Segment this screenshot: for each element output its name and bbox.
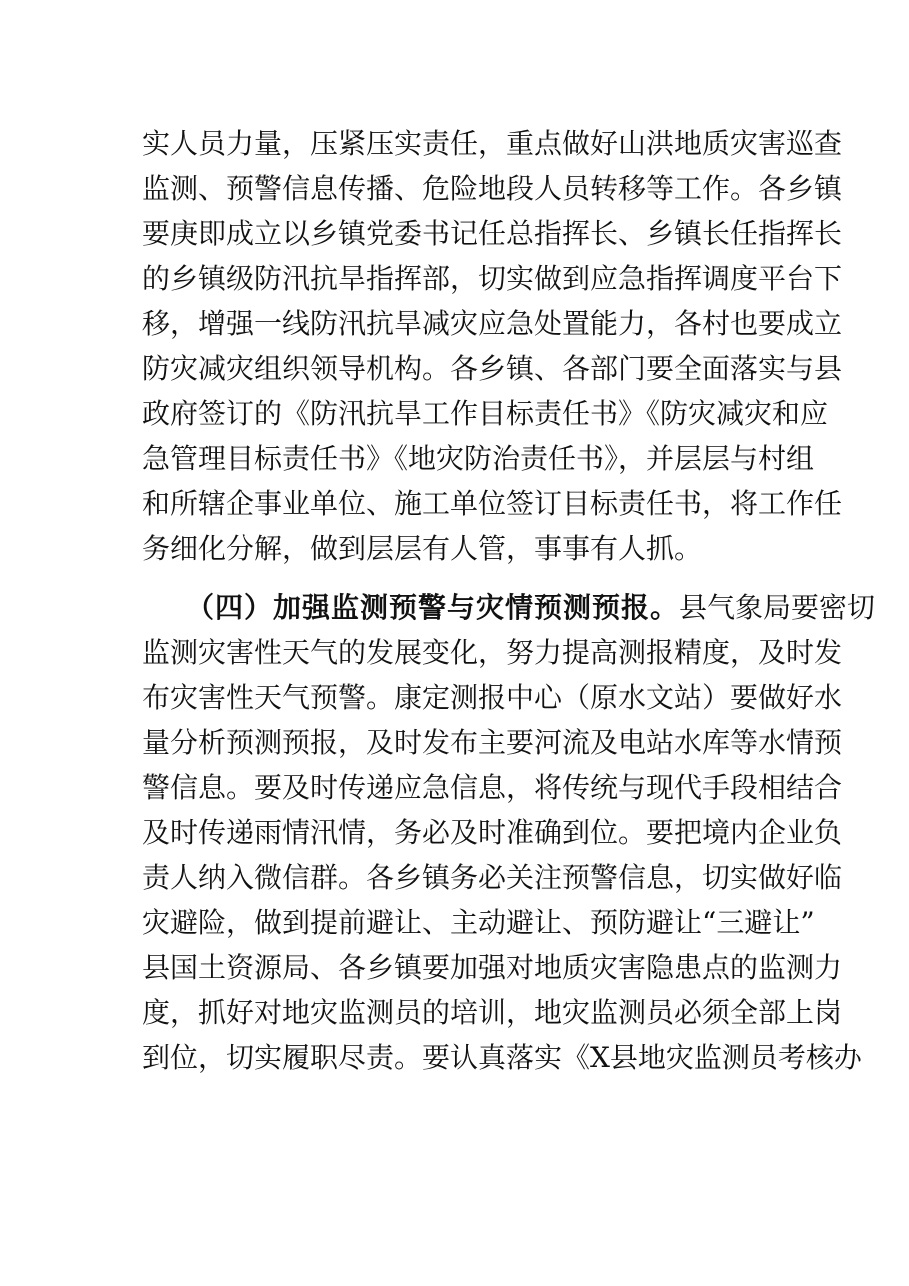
paragraph-line: 县国土资源局、各乡镇要加强对地质灾害隐患点的监测力	[142, 951, 843, 984]
paragraph-line: 移，增强一线防汛抗旱减灾应急处置能力，各村也要成立	[142, 307, 843, 340]
section-heading-line	[186, 588, 876, 628]
paragraph-line: 度，抓好对地灾监测员的培训，地灾监测员必须全部上岗	[142, 996, 843, 1029]
paragraph-line: 急管理目标责任书》《地灾防治责任书》，并层层与村组	[142, 442, 815, 475]
paragraph-line: 的乡镇级防汛抗旱指挥部，切实做到应急指挥调度平台下	[142, 262, 843, 295]
paragraph-line: 监测、预警信息传播、危险地段人员转移等工作。各乡镇	[142, 172, 843, 205]
paragraph-line: 责人纳入微信群。各乡镇务必关注预警信息，切实做好临	[142, 861, 843, 894]
paragraph-line: 和所辖企事业单位、施工单位签订目标责任书，将工作任	[142, 487, 843, 520]
paragraph-line: 务细化分解，做到层层有人管，事事有人抓。	[142, 532, 703, 565]
paragraph-line: 量分析预测预报，及时发布主要河流及电站水库等水情预	[142, 726, 843, 759]
paragraph-line: 灾避险，做到提前避让、主动避让、预防避让“三避让”	[142, 906, 815, 939]
paragraph-line: 监测灾害性天气的发展变化，努力提高测报精度，及时发	[142, 636, 843, 669]
paragraph-line: 政府签订的《防汛抗旱工作目标责任书》《防灾减灾和应	[142, 397, 829, 430]
paragraph-line: 防灾减灾组织领导机构。各乡镇、各部门要全面落实与县	[142, 352, 843, 385]
paragraph-line: 警信息。要及时传递应急信息，将传统与现代手段相结合	[142, 771, 843, 804]
paragraph-line: 要庚即成立以乡镇党委书记任总指挥长、乡镇长任指挥长	[142, 217, 843, 250]
paragraph-text: 县气象局要密切	[679, 591, 876, 624]
paragraph-line: 到位，切实履职尽责。要认真落实《X县地灾监测员考核办	[142, 1041, 862, 1074]
paragraph-line: 布灾害性天气预警。康定测报中心（原水文站）要做好水	[142, 681, 843, 714]
section-heading: （四）加强监测预警与灾情预测预报。	[186, 591, 680, 624]
paragraph-line: 及时传递雨情汛情，务必及时准确到位。要把境内企业负	[142, 816, 843, 849]
paragraph-line: 实人员力量，压紧压实责任，重点做好山洪地质灾害巡查	[142, 127, 843, 160]
